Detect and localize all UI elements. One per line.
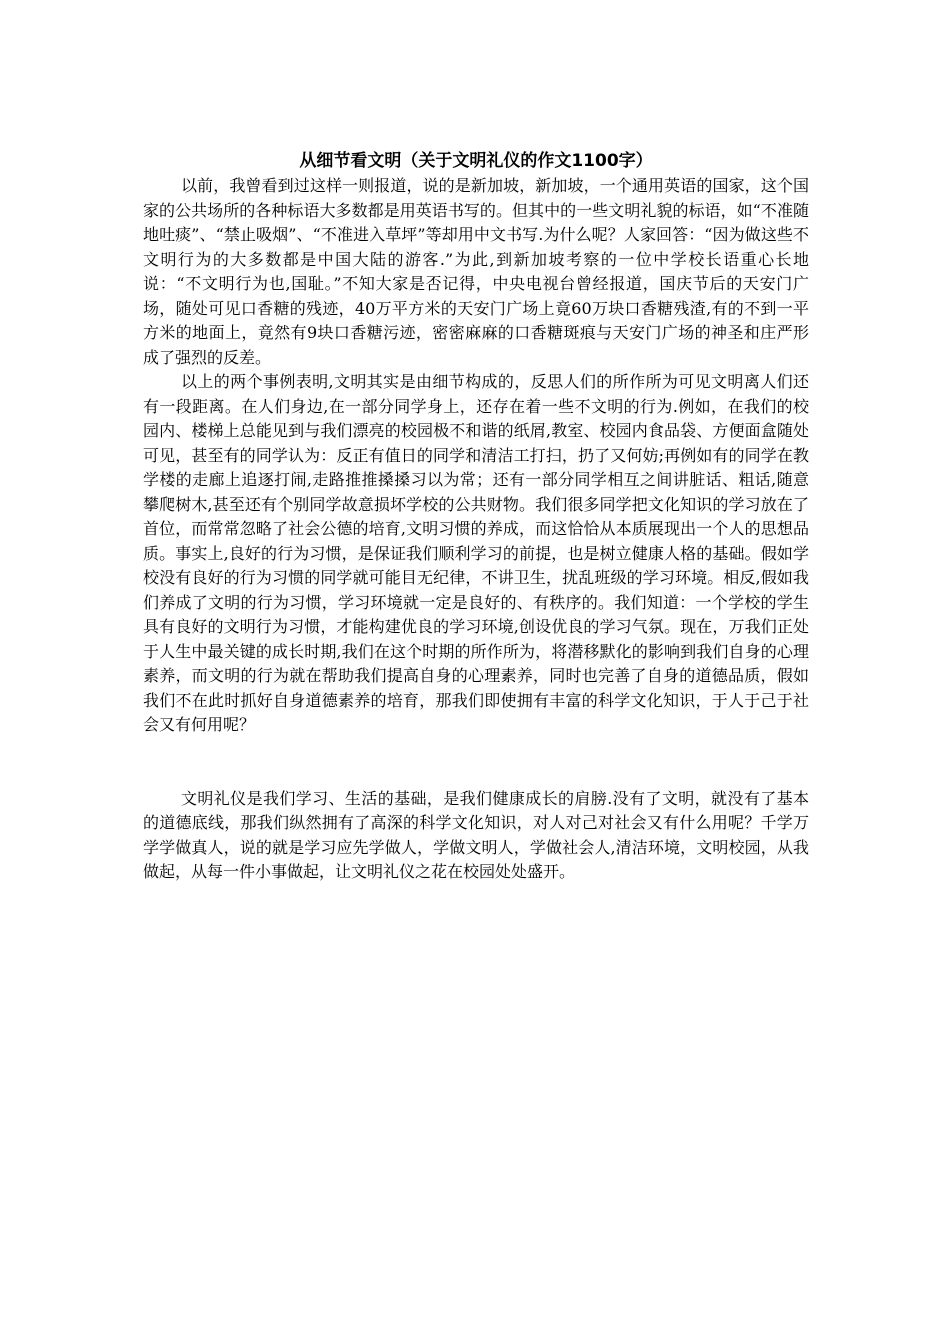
paragraph-spacer: [143, 738, 809, 787]
paragraph-campus-behavior: 以上的两个事例表明,文明其实是由细节构成的，反思人们的所作所为可见文明离人们还有一段距离。在人们身边,在一部分同学身上，还存在着一些不文明的行为.例如，在我们的校园内、楼梯上总能见到与我们漂亮的校园极不和谐的纸屑,教室、校园内食品袋、方便面盒随处可见，甚至有的同学认为：反正有值日的同学和清洁工打扫，扔了又何妨;再例如有的同学在教学楼的走廊上追逐打闹,走路推推搡搡习以为常；还有一部分同学相互之间讲脏话、粗话,随意攀爬树木,甚至还有个别同学故意损坏学校的公共财物。我们很多同学把文化知识的学习放在了首位，而常常忽略了社会公德的培育,文明习惯的养成，而这恰恰从本质展现出一个人的思想品质。事实上,良好的行为习惯，是保证我们顺利学习的前提，也是树立健康人格的基础。假如学校没有良好的行为习惯的同学就可能目无纪律，不讲卫生，扰乱班级的学习环境。相反,假如我们养成了文明的行为习惯，学习环境就一定是良好的、有秩序的。我们知道：一个学校的学生具有良好的文明行为习惯，才能构建优良的学习环境,创设优良的学习气氛。现在，万我们正处于人生中最关键的成长时期,我们在这个时期的所作所为，将潜移默化的影响到我们自身的心理素养，而文明的行为就在帮助我们提高自身的心理素养，同时也完善了自身的道德品质，假如我们不在此时抓好自身道德素养的培育，那我们即使拥有丰富的科学文化知识，于人于己于社会又有何用呢？: [143, 372, 809, 734]
document-title: 从细节看文明（关于文明礼仪的作文1100字）: [299, 151, 653, 171]
paragraph-singapore-report: 以前，我曾看到过这样一则报道，说的是新加坡，新加坡，一个通用英语的国家，这个国家的公共场所的各种标语大多数都是用英语书写的。但其中的一些文明礼貌的标语，如“不准随地吐痰”、“禁止吸烟”、“不准进入草坪”等却用中文书写.为什么呢？人家回答：“因为做这些不文明行为的大多数都是中国大陆的游客.”为此,到新加坡考察的一位中学校长语重心长地说：“不文明行为也,国耻。”不知大家是否记得，中央电视台曾经报道，国庆节后的天安门广场，随处可见口香糖的残迹，40万平方米的天安门广场上竟60万块口香糖残渣,有的不到一平方米的地面上，竟然有9块口香糖污迹，密密麻麻的口香糖斑痕与天安门广场的神圣和庄严形成了强烈的反差。: [143, 176, 809, 367]
document-body: [143, 148, 809, 885]
paragraph-conclusion: 文明礼仪是我们学习、生活的基础，是我们健康成长的肩膀.没有了文明，就没有了基本的道德底线，那我们纵然拥有了高深的科学文化知识，对人对己对社会又有什么用呢？千学万学学做真人，说的就是学习应先学做人，学做文明人，学做社会人,清洁环境，文明校园，从我做起，从每一件小事做起，让文明礼仪之花在校园处处盛开。: [143, 788, 809, 881]
